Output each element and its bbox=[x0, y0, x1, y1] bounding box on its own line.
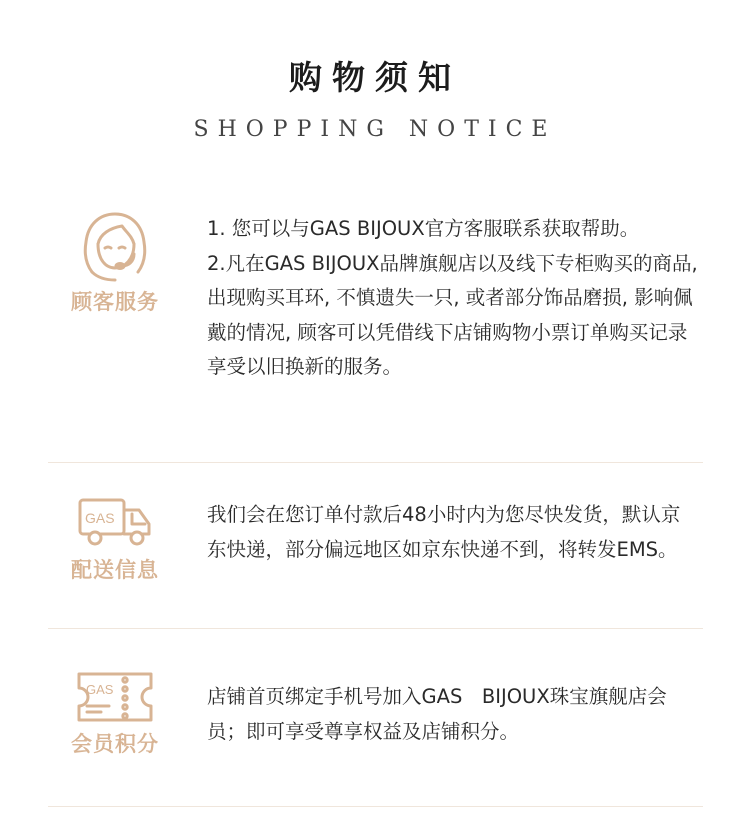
page-subtitle: SHOPPING NOTICE bbox=[193, 117, 557, 142]
membership-ticket-icon bbox=[75, 670, 155, 724]
divider bbox=[48, 806, 703, 807]
divider bbox=[48, 462, 703, 463]
membership-block bbox=[60, 670, 170, 758]
text-line: 店铺首页绑定手机号加入GAS BIJOUX珠宝旗舰店会员；即可享受尊享权益及店铺积分。 bbox=[207, 685, 667, 743]
section-text bbox=[207, 212, 699, 385]
delivery-truck-icon bbox=[77, 494, 153, 550]
page-title: 购物须知 bbox=[289, 58, 461, 97]
text-line: 2.凡在GAS BIJOUX品牌旗舰店以及线下专柜购买的商品, 出现购买耳环, 不慎遗失一只, 或者部分饰品磨损, 影响佩戴的情况, 顾客可以凭借线下店铺购物小票订单购买记录享受以旧换新的服务。 bbox=[207, 251, 698, 378]
section-label: 顾客服务 bbox=[71, 290, 159, 314]
ticket-icon-text: GAS bbox=[86, 682, 114, 697]
divider bbox=[48, 628, 703, 629]
customer-service-block bbox=[60, 210, 170, 316]
section-label: 会员积分 bbox=[71, 732, 159, 756]
truck-icon-text: GAS bbox=[85, 510, 115, 526]
delivery-block bbox=[60, 494, 170, 584]
section-label: 配送信息 bbox=[71, 558, 159, 582]
text-line: 1. 您可以与GAS BIJOUX官方客服联系获取帮助。 bbox=[207, 217, 640, 240]
section-text bbox=[207, 680, 699, 749]
text-line: 我们会在您订单付款后48小时内为您尽快发货，默认京东快递，部分偏远地区如京东快递不到，将转发EMS。 bbox=[207, 503, 681, 561]
section-text bbox=[207, 498, 699, 567]
customer-service-icon bbox=[78, 210, 152, 282]
